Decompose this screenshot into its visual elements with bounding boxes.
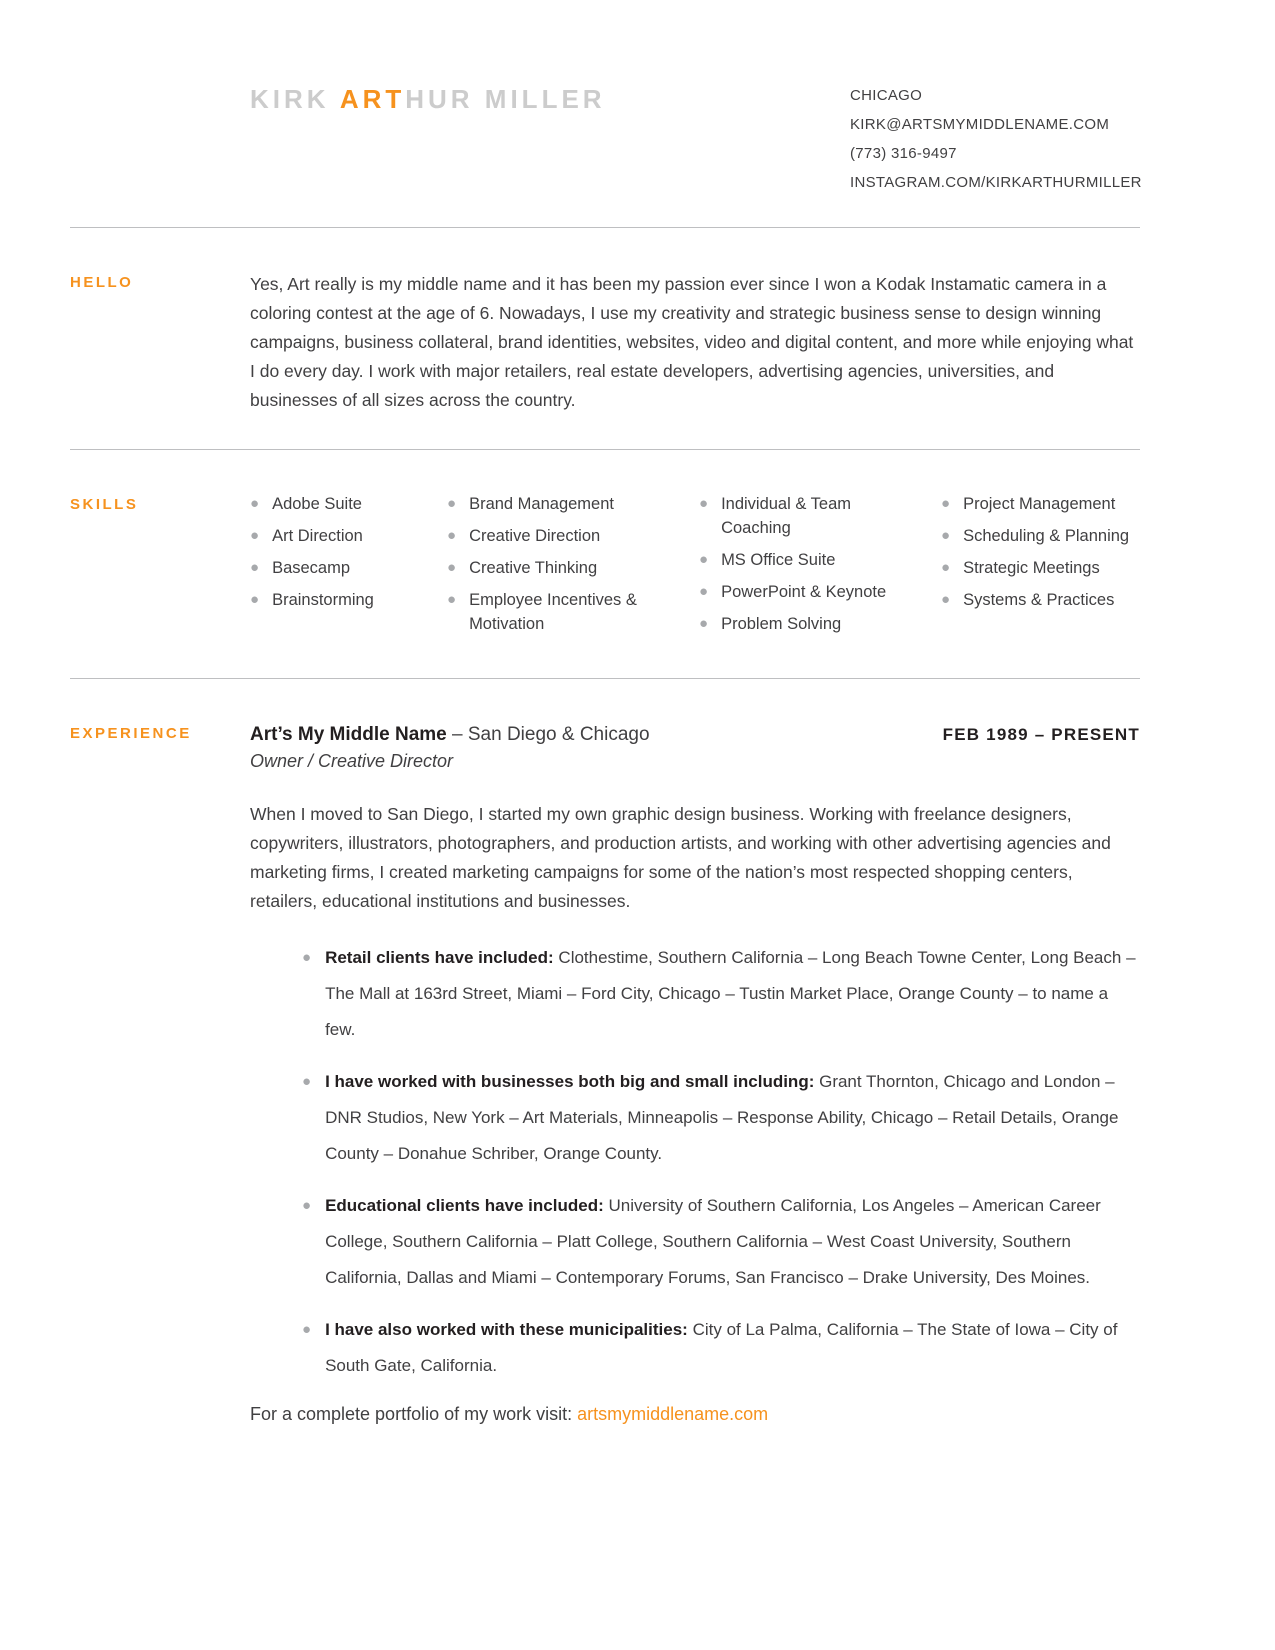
bullet-icon: ● [941,591,951,608]
bullet-icon: ● [447,559,457,576]
bullet-icon: ● [250,527,260,544]
contact-phone[interactable]: (773) 316-9497 [850,145,957,162]
job-title: Owner / Creative Director [250,751,454,771]
experience-section-label: EXPERIENCE [70,725,192,742]
portfolio-footer [250,1400,1140,1429]
skill-item: ● Employee Incentives & Motivation [447,588,699,636]
experience-section [0,679,1275,1463]
name-last-part: HUR MILLER [405,84,606,114]
header [0,0,1275,197]
name-accent-part: ART [339,84,406,114]
bullet-icon: ● [447,527,457,544]
bullet-text: Clothestime, Southern California – Long Beach Towne Center, Long Beach – The Mall at 163rd Street, Miami – Ford City, Chicago – Tustin Market Place, Orange County – to name a few. [325,948,1136,1039]
company-line [250,721,943,748]
bullet-icon: ● [699,495,709,512]
skill-item: ● Brand Management [447,492,699,516]
skill-item: ● Problem Solving [699,612,941,636]
bullet-icon: ● [941,559,951,576]
hello-section-label: HELLO [70,274,134,291]
bullet-icon: ● [941,527,951,544]
experience-summary: When I moved to San Diego, I started my own graphic design business. Working with freelance designers, copywriters, illustrators, photographers, and production artists, and working with other advertising agencies and marketing firms, I created marketing campaigns for some of the nation’s most respected shopping centers, retailers, educational institutions and businesses. [250,804,1111,911]
bullet-icon: ● [447,495,457,512]
contact-block [850,81,1140,197]
person-name [250,85,850,114]
hello-paragraph: Yes, Art really is my middle name and it has been my passion ever since I won a Kodak Instamatic camera in a coloring contest at the age of 6. Nowadays, I use my creativity and strategic business sense to design winning campaigns, business collateral, brand identities, websites, video and digital content, and more while enjoying what I do every day. I work with major retailers, real estate developers, advertising agencies, universities, and businesses of all sizes across the country. [250,274,1134,410]
hello-section [0,228,1275,449]
experience-header [250,721,1140,748]
experience-bullet-list [250,940,1140,1384]
skill-item: ● Art Direction [250,524,447,548]
skills-column-2 [447,492,699,644]
skills-columns [250,492,1140,644]
skill-item: ● Creative Thinking [447,556,699,580]
bullet-lead: I have worked with businesses both big and small including: [325,1072,815,1091]
contact-city: CHICAGO [850,87,923,104]
experience-bullet [302,1064,1140,1172]
skill-item: ● Project Management [941,492,1140,516]
bullet-icon: ● [302,1073,312,1090]
skill-item: ● Brainstorming [250,588,447,612]
skills-section [0,450,1275,678]
skill-item: ● Adobe Suite [250,492,447,516]
experience-bullet [302,1188,1140,1296]
bullet-icon: ● [250,591,260,608]
skill-item: ● Systems & Practices [941,588,1140,612]
bullet-icon: ● [699,583,709,600]
skills-section-label: SKILLS [70,496,139,513]
skills-column-3 [699,492,941,644]
bullet-lead: I have also worked with these municipalities: [325,1320,688,1339]
skill-item: ● Strategic Meetings [941,556,1140,580]
skills-column-4 [941,492,1140,644]
skill-item: ● Basecamp [250,556,447,580]
bullet-icon: ● [699,551,709,568]
skill-item: ● Scheduling & Planning [941,524,1140,548]
skills-column-1 [250,492,447,644]
portfolio-link[interactable]: artsmymiddlename.com [577,1404,769,1424]
skill-item: ● MS Office Suite [699,548,941,572]
bullet-icon: ● [302,949,312,966]
bullet-icon: ● [447,591,457,608]
bullet-lead: Educational clients have included: [325,1196,604,1215]
bullet-icon: ● [250,559,260,576]
bullet-icon: ● [941,495,951,512]
experience-bullet [302,940,1140,1048]
name-first-part: KIRK [250,84,340,114]
bullet-icon: ● [699,615,709,632]
skill-item: ● PowerPoint & Keynote [699,580,941,604]
bullet-icon: ● [302,1197,312,1214]
bullet-text: University of Southern California, Los Angeles – American Career College, Southern California – Platt College, Southern California – West Coast University, Southern California, Dallas and Miami – Contemporary Forums, San Francisco – Drake University, Des Moines. [325,1196,1101,1287]
employment-dates: FEB 1989 – PRESENT [942,725,1140,744]
contact-email[interactable]: KIRK@ARTSMYMIDDLENAME.COM [850,116,1110,133]
company-name: Art’s My Middle Name [250,724,447,745]
bullet-icon: ● [302,1321,312,1338]
bullet-icon: ● [250,495,260,512]
bullet-text: Grant Thornton, Chicago and London – DNR Studios, New York – Art Materials, Minneapolis – Response Ability, Chicago – Retail Details, Orange County – Donahue Schriber, Orange County. [325,1072,1119,1163]
skill-item: ● Creative Direction [447,524,699,548]
skill-item: ● Individual & Team Coaching [699,492,941,540]
bullet-text: City of La Palma, California – The State of Iowa – City of South Gate, California. [325,1320,1118,1375]
bullet-lead: Retail clients have included: [325,948,554,967]
contact-instagram[interactable]: INSTAGRAM.COM/KIRKARTHURMILLER [850,174,1142,191]
company-location: – San Diego & Chicago [446,724,650,745]
portfolio-footer-text: For a complete portfolio of my work visit: [250,1404,578,1424]
experience-bullet [302,1312,1140,1384]
